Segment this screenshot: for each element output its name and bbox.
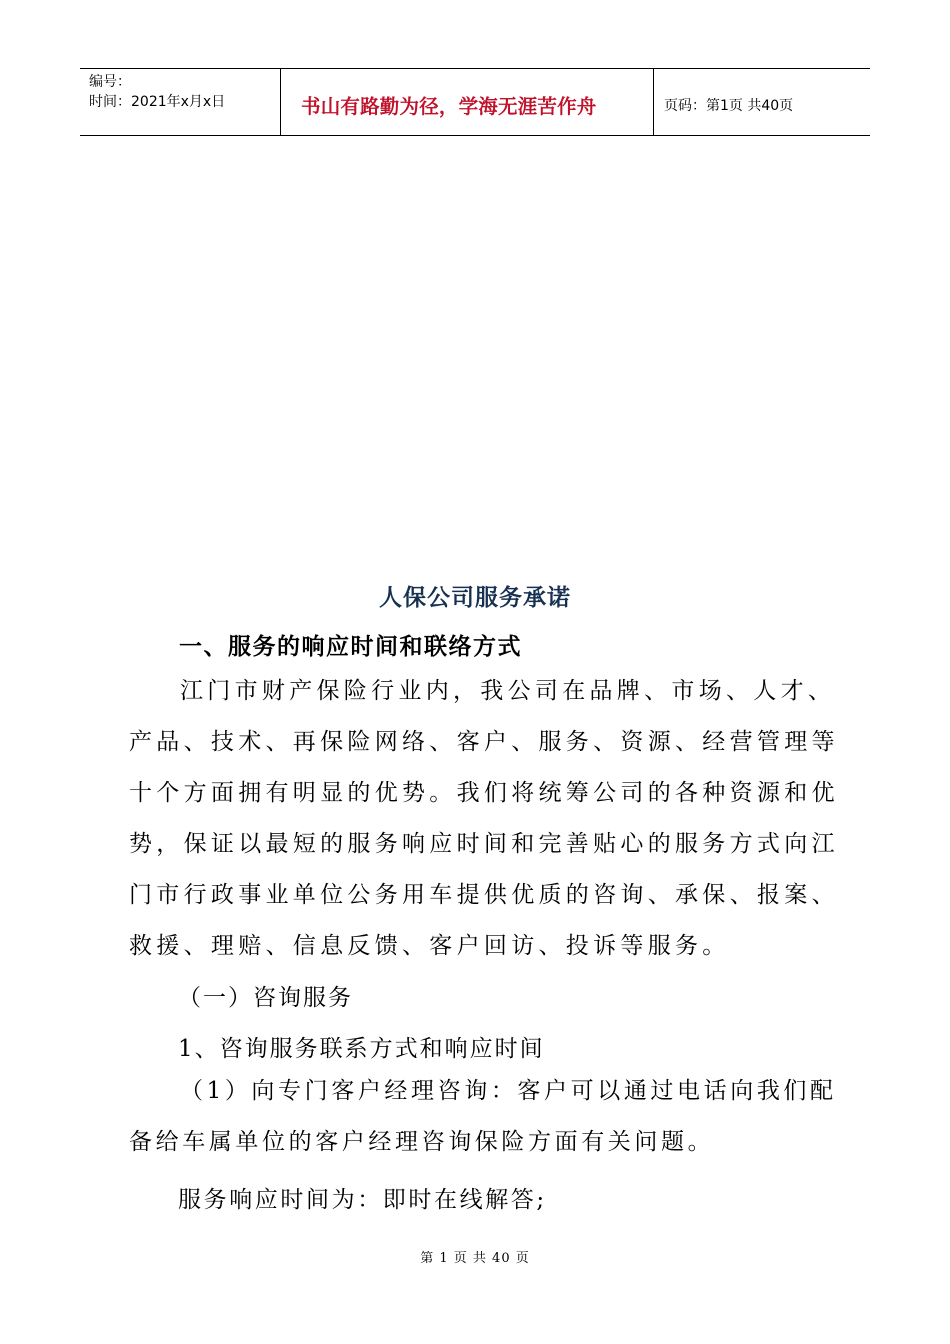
header-meta-cell: [80, 69, 281, 135]
page-header: [80, 68, 870, 136]
header-motto: 书山有路勤为径，学海无涯苦作舟: [281, 69, 654, 135]
document-title: 人保公司服务承诺: [379, 584, 571, 611]
list-item-1-1: （1）向专门客户经理咨询：客户可以通过电话向我们配备给车属单位的客户经理咨询保险方面有关问题。: [129, 1078, 837, 1155]
response-time-text: 服务响应时间为：即时在线解答;: [178, 1187, 547, 1213]
subsection-heading-consult: （一）咨询服务: [178, 985, 353, 1011]
header-page-info: 页码：第1页 共40页: [664, 98, 794, 114]
page-footer-number: 第 1 页 共 40 页: [420, 1251, 530, 1266]
list-item-1: 1、咨询服务联系方式和响应时间: [178, 1036, 545, 1062]
section-heading: 一、服务的响应时间和联络方式: [179, 633, 522, 660]
header-time-label: 时间：2021年x月x日: [89, 94, 226, 110]
intro-paragraph: 江门市财产保险行业内，我公司在品牌、市场、人才、产品、技术、再保险网络、客户、服务、资源、经营管理等十个方面拥有明显的优势。我们将统筹公司的各种资源和优势，保证以最短的服务响应时间和完善贴心的服务方式向江门市行政事业单位公务用车提供优质的咨询、承保、报案、救援、理赔、信息反馈、客户回访、投诉等服务。: [129, 678, 839, 959]
header-number-label: 编号：: [89, 74, 131, 90]
